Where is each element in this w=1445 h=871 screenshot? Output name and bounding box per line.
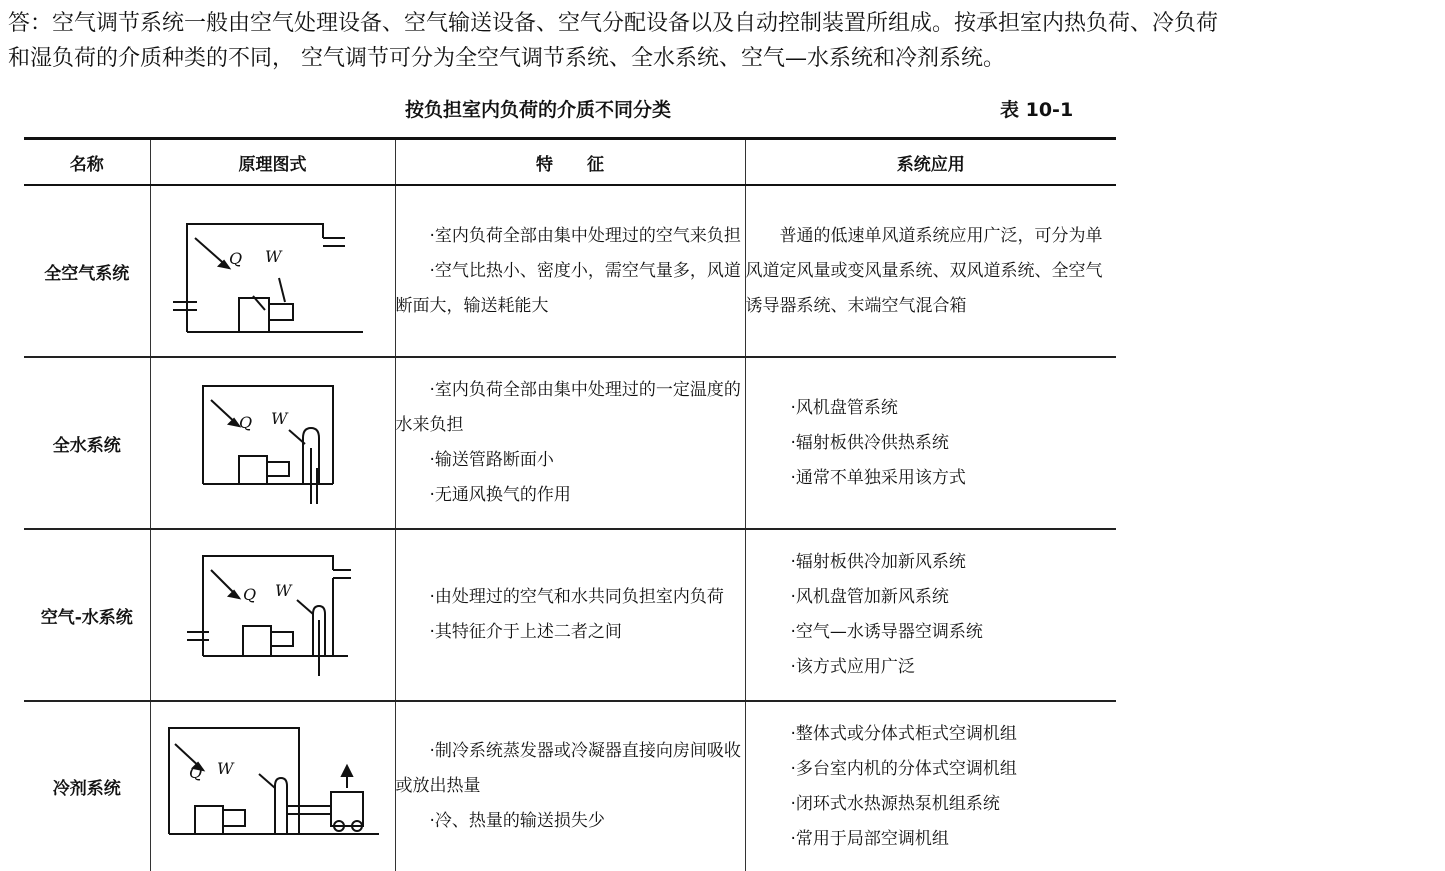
table-number: 表 10-1 — [1000, 99, 1074, 121]
features-cell — [395, 529, 745, 701]
q-label: Q — [188, 762, 202, 782]
classification-table — [24, 137, 1116, 871]
table-header-row — [24, 139, 1116, 186]
table-title: 按负担室内负荷的介质不同分类 — [405, 99, 672, 121]
feature-item: ·室内负荷全部由集中处理过的空气来负担 — [429, 225, 741, 246]
system-name: 冷剂系统 — [52, 779, 121, 799]
application-item: ·通常不单独采用该方式 — [790, 467, 966, 488]
features-cell — [395, 185, 745, 357]
application-item: ·辐射板供冷加新风系统 — [790, 552, 966, 572]
feature-item: ·冷、热量的输送损失少 — [429, 811, 605, 831]
heat-source-box — [239, 456, 267, 484]
water-vessel-box — [223, 810, 245, 826]
features-cell — [395, 701, 745, 871]
q-label: Q — [238, 413, 252, 432]
system-name: 空气-水系统 — [24, 529, 150, 701]
arrow-head — [229, 591, 239, 598]
table-row — [24, 529, 1116, 701]
pointer-line — [297, 600, 313, 614]
w-label: W — [270, 409, 287, 428]
application-cell — [745, 529, 1116, 701]
feature-item: ·空气比热小、密度小，需空气量多，风道断面大，输送耗能大 — [395, 260, 741, 316]
application-cell — [745, 701, 1116, 871]
application-item: ·风机盘管加新风系统 — [790, 587, 949, 607]
q-label: Q — [242, 585, 256, 604]
feature-item: ·由处理过的空气和水共同负担室内负荷 — [429, 587, 724, 607]
room-outline — [187, 224, 323, 332]
header-name: 名称 — [24, 139, 150, 186]
application-item: ·辐射板供冷供热系统 — [790, 432, 949, 453]
header-features: 特 征 — [395, 139, 745, 186]
system-name: 全空气系统 — [24, 185, 150, 357]
table-row — [24, 701, 1116, 871]
intro-line-2: 和湿负荷的介质种类的不同， 空气调节可分为全空气调节系统、全水系统、空气—水系统和冷剂系统。 — [8, 46, 1005, 71]
system-name: 全水系统 — [24, 357, 150, 529]
features-cell — [395, 357, 745, 529]
arrow-head — [219, 261, 229, 268]
feature-item: ·输送管路断面小 — [429, 450, 554, 470]
header-diagram: 原理图式 — [150, 139, 395, 186]
application-item: ·常用于局部空调机组 — [790, 828, 949, 849]
water-vessel-box — [271, 632, 293, 646]
w-label: W — [216, 758, 233, 778]
heat-source-box — [195, 806, 223, 834]
application-item: 普通的低速单风道系统应用广泛，可分为单风道定风量或变风量系统、双风道系统、全空气诱导器系统、末端空气混合箱 — [745, 225, 1103, 316]
air-water-diagram — [173, 550, 373, 680]
application-item: ·该方式应用广泛 — [790, 657, 915, 677]
w-label: W — [264, 247, 281, 266]
table-row — [24, 185, 1116, 357]
heat-source-box — [243, 626, 271, 656]
application-item: ·多台室内机的分体式空调机组 — [790, 758, 1017, 779]
arrow-head — [342, 766, 352, 776]
intro-paragraph — [8, 6, 1440, 76]
water-vessel-box — [267, 462, 289, 476]
indoor-unit — [275, 778, 287, 834]
pointer-line — [279, 278, 285, 302]
w-label: W — [274, 581, 291, 600]
feature-item: ·室内负荷全部由集中处理过的一定温度的水来负担 — [395, 380, 741, 435]
all-water-diagram — [173, 378, 373, 508]
principle-diagram-cell — [150, 357, 395, 529]
application-cell — [745, 185, 1116, 357]
all-air-diagram — [173, 206, 373, 336]
principle-diagram-cell — [150, 701, 395, 871]
refrigerant-diagram — [163, 722, 383, 852]
application-item: ·闭环式水热源热泵机组系统 — [790, 793, 1000, 814]
table-row — [24, 357, 1116, 529]
water-vessel-box — [269, 304, 293, 320]
application-item: ·空气—水诱导器空调系统 — [790, 622, 983, 642]
feature-item: ·其特征介于上述二者之间 — [429, 622, 622, 642]
principle-diagram-cell — [150, 185, 395, 357]
application-item: ·整体式或分体式柜式空调机组 — [790, 723, 1017, 744]
heat-source-box — [239, 298, 269, 332]
feature-item: ·制冷系统蒸发器或冷凝器直接向房间吸收或放出热量 — [395, 741, 741, 796]
principle-diagram-cell — [150, 529, 395, 701]
header-application: 系统应用 — [745, 139, 1116, 186]
arrow-head — [229, 419, 239, 426]
q-label: Q — [228, 249, 242, 268]
feature-item: ·无通风换气的作用 — [429, 485, 571, 505]
application-item: ·风机盘管系统 — [790, 397, 898, 418]
intro-line-1: 答：空气调节系统一般由空气处理设备、空气输送设备、空气分配设备以及自动控制装置所组成。按承担室内热负荷、冷负荷 — [8, 11, 1219, 36]
application-cell — [745, 357, 1116, 529]
pointer-line — [259, 774, 275, 788]
